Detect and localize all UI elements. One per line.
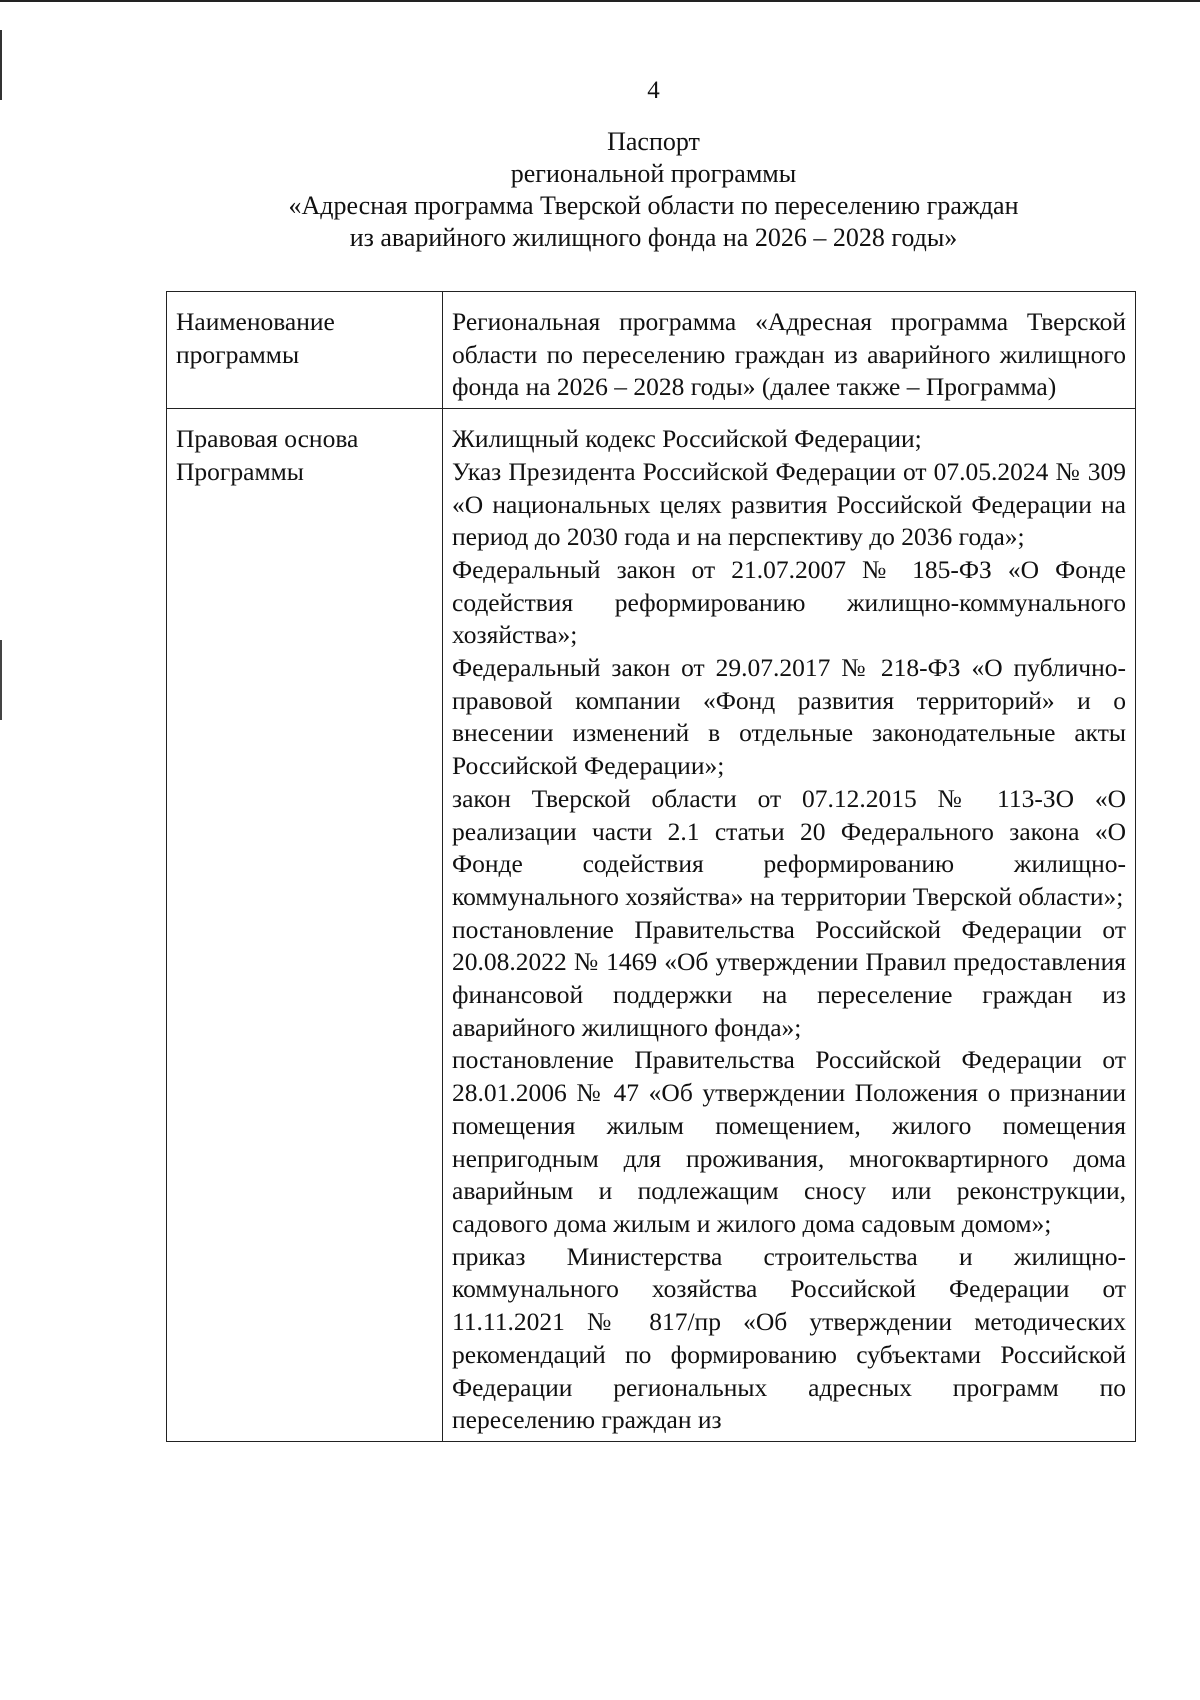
title-line: из аварийного жилищного фонда на 2026 – 2028 годы» <box>349 223 958 252</box>
row-paragraph: Федеральный закон от 29.07.2017 № 218-ФЗ «О публично-правовой компании «Фонд развития территорий» и о внесении изменений в отдельные законодательные акты Российской Федерации»; <box>452 653 1126 781</box>
title-line: региональной программы <box>510 159 797 188</box>
row-paragraph: постановление Правительства Российской Федерации от 20.08.2022 № 1469 «Об утверждении Правил предоставления финансовой поддержки на переселение граждан из аварийного жилищного фонда»; <box>452 914 1126 1042</box>
table-row <box>167 292 1136 409</box>
row-value <box>443 292 1136 409</box>
passport-table <box>166 291 1136 1442</box>
row-value <box>443 409 1136 1442</box>
row-paragraph: закон Тверской области от 07.12.2015 № 113-ЗО «О реализации части 2.1 статьи 20 Федерального закона «О Фонде содействия реформированию жилищно-коммунального хозяйства» на территории Тверской области»; <box>452 783 1126 911</box>
scan-border-top <box>0 0 1200 2</box>
row-paragraph: Жилищный кодекс Российской Федерации; <box>452 424 922 454</box>
document-title <box>0 126 1200 254</box>
row-label: Правовая основа Программы <box>167 409 443 1442</box>
row-paragraph: постановление Правительства Российской Федерации от 28.01.2006 № 47 «Об утверждении Положения о признании помещения жилым помещением, жилого помещения непригодным для проживания, многоквартирного дома аварийным и подлежащим сносу или реконструкции, садового дома жилым и жилого дома садовым домом»; <box>452 1045 1126 1238</box>
scan-border-left <box>0 640 2 720</box>
page-number: 4 <box>647 77 660 104</box>
row-paragraph: Федеральный закон от 21.07.2007 № 185-ФЗ «О Фонде содействия реформированию жилищно-коммунального хозяйства»; <box>452 554 1126 650</box>
title-line: «Адресная программа Тверской области по переселению граждан <box>288 191 1019 220</box>
title-line: Паспорт <box>607 127 700 156</box>
table-row <box>167 409 1136 1442</box>
row-paragraph: Указ Президента Российской Федерации от 07.05.2024 № 309 «О национальных целях развития Российской Федерации на период до 2030 года и на перспективу до 2036 года»; <box>452 456 1126 552</box>
row-paragraph: Региональная программа «Адресная программа Тверской области по переселению граждан из аварийного жилищного фонда на 2026 – 2028 годы» (далее также – Программа) <box>452 307 1126 402</box>
row-paragraph: приказ Министерства строительства и жилищно-коммунального хозяйства Российской Федерации от 11.11.2021 № 817/пр «Об утверждении методических рекомендаций по формированию субъектами Российской Федерации региональных адресных программ по переселению граждан из <box>452 1241 1126 1435</box>
row-label: Наименование программы <box>167 292 443 409</box>
